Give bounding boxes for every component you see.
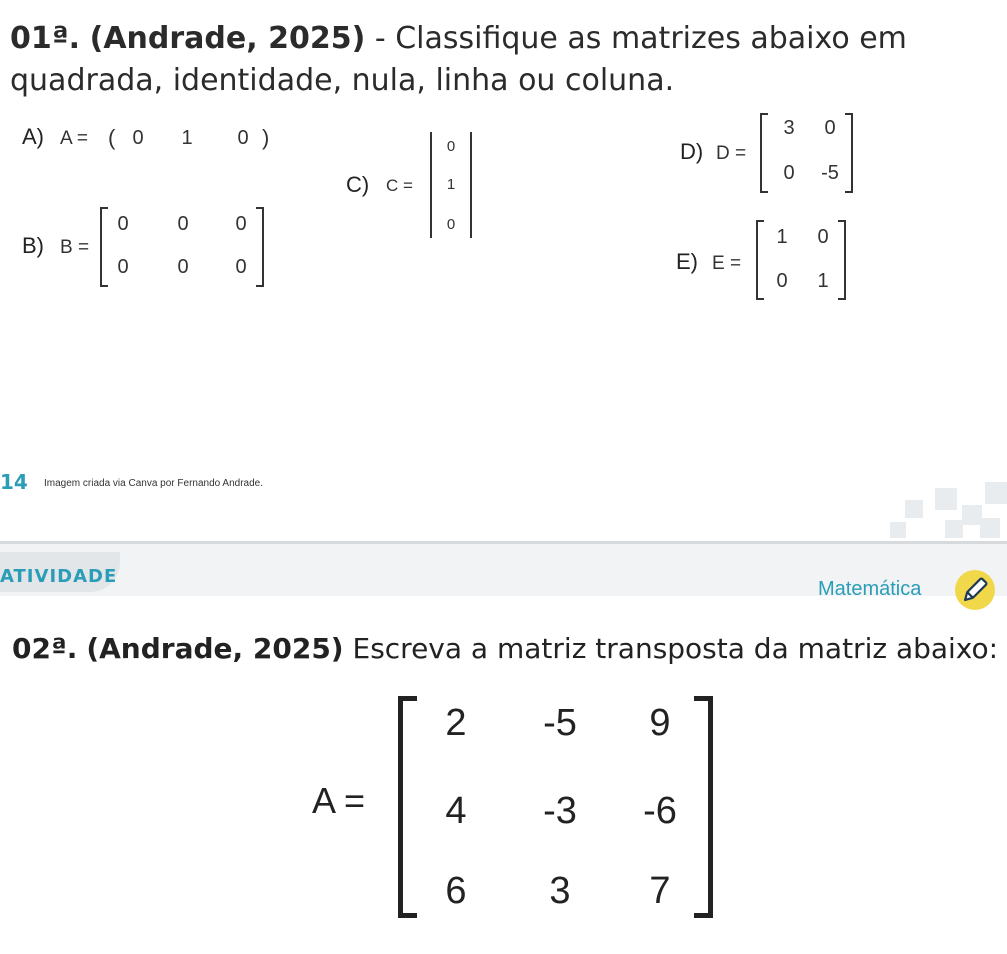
matrix-a-close-paren: ) <box>262 125 270 150</box>
matrix-d-equals: D = <box>716 143 747 164</box>
matrix-e-right-bracket <box>838 220 846 300</box>
matrix-c-label: C) <box>346 172 370 197</box>
decorative-pixel <box>985 482 1007 504</box>
decorative-pixel <box>890 522 906 538</box>
decorative-pixel <box>980 518 1000 538</box>
matrix-b-right-bracket <box>256 207 264 287</box>
pencil-icon <box>955 570 995 610</box>
matrix-e-cell: 0 <box>776 270 788 292</box>
matrix-2-cell: 9 <box>649 702 671 744</box>
image-credit: Imagem criada via Canva por Fernando Andrade. <box>44 478 264 489</box>
matrix-a-equals: A = <box>60 128 88 149</box>
matrix-2-left-bracket <box>398 696 417 918</box>
matrix-c-cell: 1 <box>446 176 456 193</box>
matrix-2-cell: -6 <box>643 790 677 832</box>
matrix-2-equals: A = <box>312 780 366 821</box>
matrix-2-cell: 7 <box>649 870 671 912</box>
matrix-e-label: E) <box>676 249 698 274</box>
matrix-2-cell: -3 <box>543 790 577 832</box>
matrix-2-cell: -5 <box>543 702 577 744</box>
matrix-c-right-bar <box>470 132 472 238</box>
matrix-a-open-paren: ( <box>108 125 116 150</box>
decorative-pixel <box>962 505 982 525</box>
question-1-source: (Andrade, 2025) <box>89 21 366 56</box>
decorative-pixel <box>905 500 923 518</box>
question-2-text: Escreva a matriz transposta da matriz abaixo: <box>343 632 999 665</box>
matrix-e-cell: 1 <box>817 270 829 292</box>
decorative-pixel <box>935 488 957 510</box>
decorative-pixel <box>945 520 963 538</box>
matrix-e-equals: E = <box>712 253 742 274</box>
matrix-b-cell: 0 <box>117 256 129 278</box>
matrix-2-cell: 4 <box>445 790 467 832</box>
matrix-d-right-bracket <box>845 113 853 193</box>
question-1-title <box>10 18 1000 102</box>
matrix-a-cell: 0 <box>132 127 144 149</box>
matrix-c-equals: C = <box>386 176 413 195</box>
matrix-b-label: B) <box>22 233 44 258</box>
matrix-c-cell: 0 <box>446 138 456 155</box>
matrix-e-left-bracket <box>756 220 764 300</box>
question-2-title <box>12 632 998 665</box>
matrix-d-cell: 3 <box>783 117 795 139</box>
matrix-d-cell: 0 <box>783 162 795 184</box>
question-2-number: 02ª. <box>12 632 78 665</box>
matrix-e-cell: 1 <box>776 226 788 248</box>
matrix-b-equals: B = <box>60 237 90 258</box>
matrix-a-cell: 0 <box>237 127 249 149</box>
matrix-d-cell: 0 <box>824 117 836 139</box>
matrix-c-cell: 0 <box>446 216 456 233</box>
matrix-b-cell: 0 <box>177 256 189 278</box>
matrix-2-cell: 6 <box>445 870 467 912</box>
matrix-d-label: D) <box>680 139 704 164</box>
matrix-2-cell: 2 <box>445 702 467 744</box>
matrix-d-left-bracket <box>760 113 768 193</box>
matrix-2-right-bracket <box>694 696 713 918</box>
matrix-b-cell: 0 <box>235 213 247 235</box>
matrix-e-cell: 0 <box>817 226 829 248</box>
subject-label: Matemática <box>818 578 922 600</box>
matrix-b-left-bracket <box>100 207 108 287</box>
matrix-a-cell: 1 <box>181 127 193 149</box>
question-2-source: (Andrade, 2025) <box>86 632 344 665</box>
question-1-number: 01ª. <box>10 21 81 56</box>
matrix-c-left-bar <box>430 132 432 238</box>
page-number: 14 <box>0 470 28 494</box>
matrix-d-cell: -5 <box>821 162 839 184</box>
matrix-b-cell: 0 <box>235 256 247 278</box>
matrix-2-cell: 3 <box>549 870 571 912</box>
matrix-b-cell: 0 <box>177 213 189 235</box>
section-label: ATIVIDADE <box>0 566 118 587</box>
matrix-a-label: A) <box>22 124 44 149</box>
question-1-text: - Classifique as matrizes abaixo em quadrada, identidade, nula, linha ou coluna. <box>10 21 907 98</box>
matrix-b-cell: 0 <box>117 213 129 235</box>
pencil-button[interactable] <box>955 570 995 610</box>
